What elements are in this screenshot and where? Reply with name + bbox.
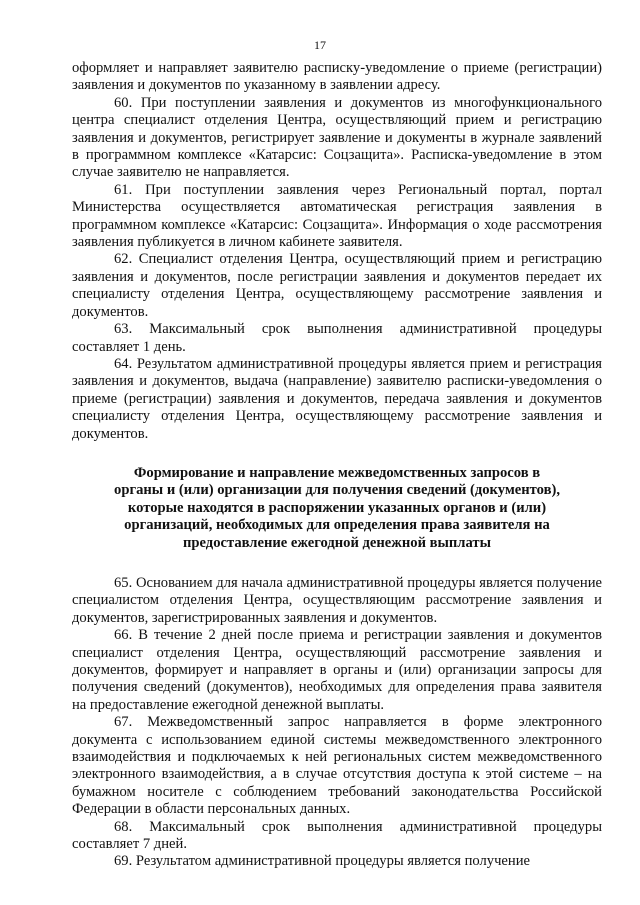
paragraph-62: 62. Специалист отделения Центра, осуществляющий прием и регистрацию заявления и документов, после регистрации заявления и документов передает их специалисту отделения Центра, осуществляющему рассмотрение заявления и документов.: [72, 251, 602, 320]
document-body: [72, 60, 602, 871]
paragraph-67: 67. Межведомственный запрос направляется в форме электронного документа с использованием единой системы межведомственного электронного взаимодействия и подключаемых к ней региональных систем межведомственного электронного взаимодействия, а в случае отсутствия доступа к этой системе – на бумажном носителе с соблюдением требований законодательства Российской Федерации в области персональных данных.: [72, 714, 602, 818]
paragraph-69: 69. Результатом административной процедуры является получение: [114, 853, 531, 870]
paragraph-64: 64. Результатом административной процедуры является прием и регистрация заявления и документов, выдача (направление) заявителю расписки-уведомления о приеме (регистрации) заявления и документов, передача заявления и документов специалисту отделения Центра, осуществляющему рассмотрение заявления и документов.: [72, 355, 602, 442]
section-heading: Формирование и направление межведомственных запросов в органы и (или) организации для получения сведений (документов), которые находятся в распоряжении указанных органов и (или) организаций, необходимых для определения права заявителя на предоставление ежегодной денежной выплаты: [114, 464, 560, 551]
paragraph-continuation: оформляет и направляет заявителю расписку-уведомление о приеме (регистрации) заявления и документов по указанному в заявлении адресу.: [72, 60, 602, 94]
page-number: 17: [314, 38, 326, 52]
paragraph-60: 60. При поступлении заявления и документов из многофункционального центра специалист отделения Центра, осуществляющий прием и регистрацию заявления и документов, регистрирует заявление и документы в журнале заявлений в программном комплексе «Катарсис: Соцзащита». Расписка-уведомление в этом случае заявителю не направляется.: [72, 94, 602, 181]
paragraph-65: 65. Основанием для начала административной процедуры является получение специалистом отделения Центра, осуществляющим рассмотрение заявления и документов, зарегистрированных заявления и документов.: [72, 574, 602, 626]
paragraph-63: 63. Максимальный срок выполнения административной процедуры составляет 1 день.: [72, 321, 602, 355]
paragraph-66: 66. В течение 2 дней после приема и регистрации заявления и документов специалист отделения Центра, осуществляющий рассмотрение заявления и документов, формирует и направляет в органы и (или) организации запросы для получения сведений (документов), необходимых для определения права заявителя на предоставление ежегодной денежной выплаты.: [72, 627, 602, 713]
paragraph-61: 61. При поступлении заявления через Региональный портал, портал Министерства осуществляется автоматическая регистрация заявления в программном комплексе «Катарсис: Соцзащита». Информация о ходе рассмотрения заявления публикуется в личном кабинете заявителя.: [72, 181, 602, 251]
paragraph-68: 68. Максимальный срок выполнения административной процедуры составляет 7 дней.: [72, 818, 602, 853]
